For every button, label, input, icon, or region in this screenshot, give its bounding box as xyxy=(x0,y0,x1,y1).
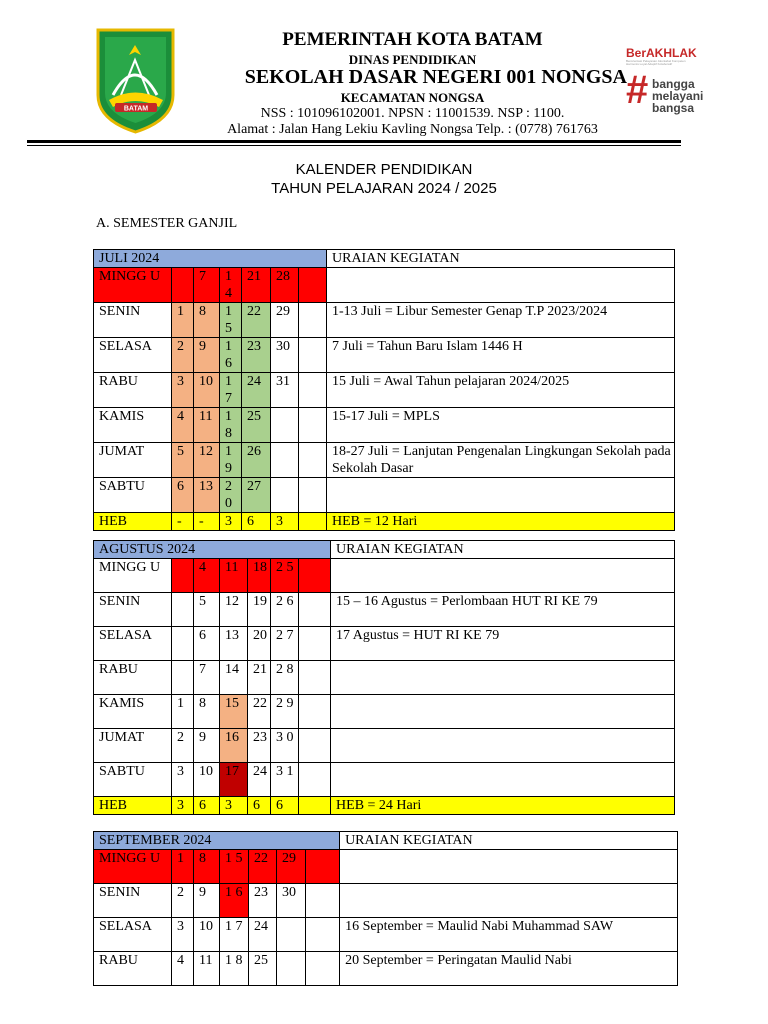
date-cell: 22 xyxy=(249,850,277,884)
heb-cell: 6 xyxy=(271,797,299,815)
month-header: AGUSTUS 2024 xyxy=(94,541,331,559)
date-cell xyxy=(299,559,331,593)
event-desc xyxy=(331,729,675,763)
date-cell xyxy=(306,850,340,884)
date-cell: 19 xyxy=(248,593,271,627)
day-label: KAMIS xyxy=(94,408,172,443)
date-cell: 1 5 xyxy=(220,303,242,338)
heb-cell: 6 xyxy=(194,797,220,815)
header-rule-thick xyxy=(27,140,681,143)
calendar-august xyxy=(93,540,675,815)
event-desc: 15 – 16 Agustus = Perlombaan HUT RI KE 79 xyxy=(331,593,675,627)
date-cell xyxy=(306,952,340,986)
date-cell: 30 xyxy=(277,884,306,918)
date-cell xyxy=(172,593,194,627)
date-cell: 9 xyxy=(194,884,220,918)
date-cell: 4 xyxy=(172,952,194,986)
date-cell: 7 xyxy=(194,268,220,303)
date-cell: 1 6 xyxy=(220,884,249,918)
event-desc: 15 Juli = Awal Tahun pelajaran 2024/2025 xyxy=(327,373,675,408)
date-cell: 30 xyxy=(271,338,299,373)
day-label: SENIN xyxy=(94,303,172,338)
date-cell: 16 xyxy=(220,729,248,763)
date-cell: 2 6 xyxy=(271,593,299,627)
date-cell: 1 5 xyxy=(220,850,249,884)
day-label: SENIN xyxy=(94,884,172,918)
date-cell xyxy=(306,884,340,918)
date-cell: 23 xyxy=(249,884,277,918)
date-cell: 1 xyxy=(172,850,194,884)
day-label: SELASA xyxy=(94,627,172,661)
date-cell xyxy=(271,408,299,443)
date-cell: 23 xyxy=(248,729,271,763)
calendar-september xyxy=(93,831,678,986)
event-desc: 17 Agustus = HUT RI KE 79 xyxy=(331,627,675,661)
date-cell: 21 xyxy=(242,268,271,303)
date-cell xyxy=(299,478,327,513)
event-desc xyxy=(327,478,675,513)
date-cell: 24 xyxy=(242,373,271,408)
date-cell: 1 xyxy=(172,303,194,338)
date-cell xyxy=(306,918,340,952)
brand-tagline: Berorientasi Pelayanan Akuntabel Kompeten Harmonis Loyal Adaptif Kolaboratif xyxy=(626,60,686,66)
date-cell: 23 xyxy=(242,338,271,373)
header-line3: SEKOLAH DASAR NEGERI 001 NONGSA xyxy=(244,66,627,88)
date-cell: 10 xyxy=(194,918,220,952)
day-label: SABTU xyxy=(94,763,172,797)
heb-cell: - xyxy=(194,513,220,531)
date-cell: 28 xyxy=(271,268,299,303)
date-cell xyxy=(299,661,331,695)
date-cell xyxy=(299,627,331,661)
slogan-word: melayani xyxy=(652,89,704,103)
date-cell: 2 7 xyxy=(271,627,299,661)
semester-label: A. SEMESTER GANJIL xyxy=(96,216,238,231)
day-label: JUMAT xyxy=(94,729,172,763)
date-cell: 13 xyxy=(220,627,248,661)
event-desc xyxy=(331,763,675,797)
date-cell: 11 xyxy=(194,952,220,986)
date-cell: 26 xyxy=(242,443,271,478)
date-cell: 13 xyxy=(194,478,220,513)
date-cell: 3 xyxy=(172,763,194,797)
day-label: RABU xyxy=(94,952,172,986)
date-cell xyxy=(299,729,331,763)
heb-cell: 3 xyxy=(172,797,194,815)
heb-desc: HEB = 24 Hari xyxy=(331,797,675,815)
event-desc: 7 Juli = Tahun Baru Islam 1446 H xyxy=(327,338,675,373)
heb-cell: 6 xyxy=(242,513,271,531)
date-cell xyxy=(277,952,306,986)
heb-label: HEB xyxy=(94,513,172,531)
event-desc: 15-17 Juli = MPLS xyxy=(327,408,675,443)
date-cell: 3 xyxy=(172,373,194,408)
event-desc: 18-27 Juli = Lanjutan Pengenalan Lingkungan Sekolah pada Sekolah Dasar xyxy=(327,443,675,478)
heb-desc: HEB = 12 Hari xyxy=(327,513,675,531)
date-cell: 8 xyxy=(194,695,220,729)
slogan-word: bangga xyxy=(652,77,695,91)
header-line2: DINAS PENDIDIKAN xyxy=(348,52,477,67)
logo-text: BATAM xyxy=(123,105,149,113)
date-cell: 2 xyxy=(172,338,194,373)
date-cell: 31 xyxy=(271,373,299,408)
uraian-header: URAIAN KEGIATAN xyxy=(327,250,675,268)
brand-slogan xyxy=(652,78,703,114)
heb-cell xyxy=(299,797,331,815)
heb-cell: 6 xyxy=(248,797,271,815)
date-cell: 20 xyxy=(248,627,271,661)
date-cell: 27 xyxy=(242,478,271,513)
uraian-header: URAIAN KEGIATAN xyxy=(340,832,678,850)
date-cell: 4 xyxy=(172,408,194,443)
date-cell xyxy=(299,593,331,627)
event-desc xyxy=(340,850,678,884)
heb-cell: 3 xyxy=(220,797,248,815)
date-cell xyxy=(299,338,327,373)
date-cell: 5 xyxy=(194,593,220,627)
date-cell: 3 1 xyxy=(271,763,299,797)
date-cell xyxy=(172,627,194,661)
date-cell: 4 xyxy=(194,559,220,593)
date-cell: 9 xyxy=(194,729,220,763)
doc-subtitle: TAHUN PELAJARAN 2024 / 2025 xyxy=(271,180,497,197)
date-cell: 2 xyxy=(172,884,194,918)
uraian-header: URAIAN KEGIATAN xyxy=(331,541,675,559)
date-cell: 25 xyxy=(242,408,271,443)
date-cell: 24 xyxy=(249,918,277,952)
date-cell: 1 8 xyxy=(220,408,242,443)
header-line4: KECAMATAN NONGSA xyxy=(340,90,485,105)
header-address: Alamat : Jalan Hang Lekiu Kavling Nongsa Telp. : (0778) 761763 xyxy=(227,122,598,137)
date-cell xyxy=(172,268,194,303)
slogan-word: bangsa xyxy=(652,101,695,115)
hash-icon: # xyxy=(626,68,649,112)
date-cell xyxy=(299,763,331,797)
date-cell: 8 xyxy=(194,303,220,338)
date-cell: 22 xyxy=(248,695,271,729)
date-cell: 2 xyxy=(172,729,194,763)
day-label: MINGG U xyxy=(94,850,172,884)
date-cell: 2 8 xyxy=(271,661,299,695)
date-cell xyxy=(299,443,327,478)
day-label: SELASA xyxy=(94,338,172,373)
event-desc xyxy=(331,661,675,695)
heb-cell: - xyxy=(172,513,194,531)
day-label: JUMAT xyxy=(94,443,172,478)
date-cell xyxy=(299,303,327,338)
heb-cell xyxy=(299,513,327,531)
date-cell: 1 7 xyxy=(220,373,242,408)
date-cell: 10 xyxy=(194,763,220,797)
date-cell: 1 7 xyxy=(220,918,249,952)
day-label: MINGG U xyxy=(94,268,172,303)
date-cell: 1 8 xyxy=(220,952,249,986)
date-cell: 12 xyxy=(194,443,220,478)
date-cell: 18 xyxy=(248,559,271,593)
heb-cell: 3 xyxy=(220,513,242,531)
date-cell: 1 xyxy=(172,695,194,729)
date-cell xyxy=(277,918,306,952)
event-desc: 20 September = Peringatan Maulid Nabi xyxy=(340,952,678,986)
date-cell: 1 6 xyxy=(220,338,242,373)
date-cell xyxy=(172,559,194,593)
date-cell: 12 xyxy=(220,593,248,627)
date-cell: 8 xyxy=(194,850,220,884)
date-cell: 29 xyxy=(271,303,299,338)
header-rule-thin xyxy=(27,145,681,146)
date-cell: 21 xyxy=(248,661,271,695)
date-cell: 3 0 xyxy=(271,729,299,763)
date-cell: 14 xyxy=(220,661,248,695)
day-label: SABTU xyxy=(94,478,172,513)
date-cell: 24 xyxy=(248,763,271,797)
date-cell xyxy=(271,478,299,513)
day-label: RABU xyxy=(94,661,172,695)
date-cell: 29 xyxy=(277,850,306,884)
date-cell xyxy=(299,695,331,729)
date-cell: 9 xyxy=(194,338,220,373)
berakhlak-brand xyxy=(626,40,718,114)
date-cell: 22 xyxy=(242,303,271,338)
date-cell: 11 xyxy=(194,408,220,443)
date-cell: 2 5 xyxy=(271,559,299,593)
event-desc xyxy=(340,884,678,918)
date-cell: 7 xyxy=(194,661,220,695)
day-label: MINGG U xyxy=(94,559,172,593)
day-label: RABU xyxy=(94,373,172,408)
doc-title: KALENDER PENDIDIKAN xyxy=(295,161,473,178)
day-label: SENIN xyxy=(94,593,172,627)
header-line1: PEMERINTAH KOTA BATAM xyxy=(282,29,543,50)
calendar-july xyxy=(93,249,675,531)
batam-city-logo xyxy=(93,25,178,135)
date-cell xyxy=(299,408,327,443)
event-desc: 1-13 Juli = Libur Semester Genap T.P 2023/2024 xyxy=(327,303,675,338)
day-label: KAMIS xyxy=(94,695,172,729)
date-cell: 15 xyxy=(220,695,248,729)
heb-cell: 3 xyxy=(271,513,299,531)
heb-label: HEB xyxy=(94,797,172,815)
event-desc xyxy=(331,559,675,593)
date-cell: 1 4 xyxy=(220,268,242,303)
date-cell: 6 xyxy=(194,627,220,661)
month-header: JULI 2024 xyxy=(94,250,327,268)
date-cell: 25 xyxy=(249,952,277,986)
date-cell xyxy=(299,268,327,303)
date-cell: 3 xyxy=(172,918,194,952)
date-cell xyxy=(172,661,194,695)
header-line5: NSS : 101096102001. NPSN : 11001539. NSP : 1100. xyxy=(260,106,565,121)
date-cell: 11 xyxy=(220,559,248,593)
event-desc: 16 September = Maulid Nabi Muhammad SAW xyxy=(340,918,678,952)
event-desc xyxy=(331,695,675,729)
date-cell: 5 xyxy=(172,443,194,478)
date-cell xyxy=(299,373,327,408)
brand-name: BerAKHLAK xyxy=(626,46,697,60)
month-header: SEPTEMBER 2024 xyxy=(94,832,340,850)
date-cell: 10 xyxy=(194,373,220,408)
day-label: SELASA xyxy=(94,918,172,952)
date-cell xyxy=(271,443,299,478)
date-cell: 2 9 xyxy=(271,695,299,729)
date-cell: 17 xyxy=(220,763,248,797)
date-cell: 6 xyxy=(172,478,194,513)
event-desc xyxy=(327,268,675,303)
date-cell: 1 9 xyxy=(220,443,242,478)
date-cell: 2 0 xyxy=(220,478,242,513)
